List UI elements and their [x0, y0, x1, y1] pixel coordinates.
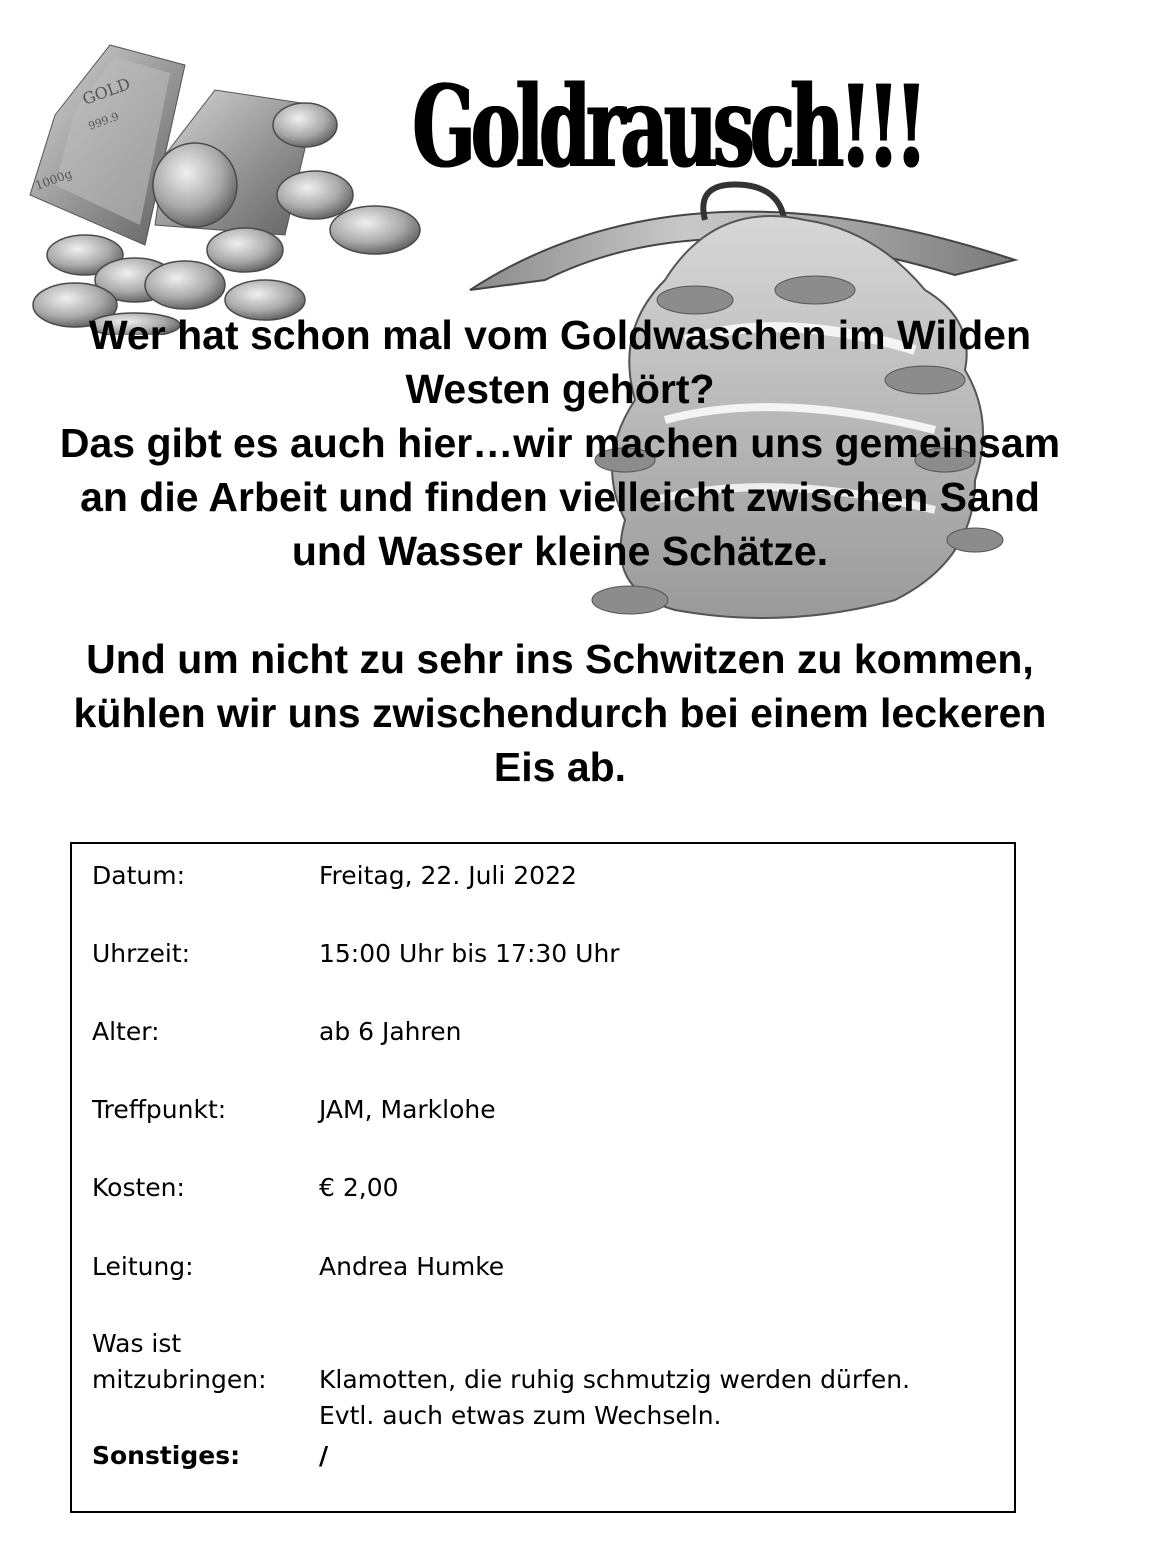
detail-label: Leitung:	[92, 1252, 194, 1281]
detail-value: 15:00 Uhr bis 17:30 Uhr	[319, 939, 620, 968]
detail-value: Freitag, 22. Juli 2022	[319, 861, 577, 890]
detail-value: JAM, Marklohe	[319, 1095, 496, 1124]
intro-paragraph-2	[40, 632, 1080, 794]
intro-line: Und um nicht zu sehr ins Schwitzen zu kommen,	[86, 636, 1034, 682]
svg-text:GOLD: GOLD	[79, 74, 133, 109]
intro-line: Das gibt es auch hier…wir machen uns gemeinsam	[59, 420, 1061, 466]
intro-line: an die Arbeit und finden vielleicht zwischen Sand	[80, 474, 1040, 520]
detail-value: /	[319, 1441, 329, 1470]
detail-value: € 2,00	[319, 1173, 399, 1202]
intro-paragraph-1	[40, 308, 1080, 578]
detail-label: Kosten:	[92, 1173, 185, 1202]
detail-label	[92, 1326, 302, 1398]
detail-label: Treffpunkt:	[92, 1095, 227, 1124]
intro-line: kühlen wir uns zwischendurch bei einem leckeren	[73, 690, 1047, 736]
detail-value-line: Klamotten, die ruhig schmutzig werden dürfen.	[319, 1365, 911, 1394]
detail-value	[319, 1362, 999, 1434]
detail-label: Sonstiges:	[92, 1441, 241, 1470]
detail-label-line: Was ist	[92, 1329, 182, 1358]
intro-line: Westen gehört?	[405, 366, 715, 412]
detail-value: Andrea Humke	[319, 1252, 505, 1281]
event-details-box	[70, 842, 1016, 1513]
page-title: Goldrausch!!!	[412, 62, 923, 193]
intro-line: und Wasser kleine Schätze.	[291, 528, 829, 574]
detail-label: Datum:	[92, 861, 185, 890]
detail-label: Alter:	[92, 1017, 160, 1046]
detail-label-line: mitzubringen:	[92, 1365, 267, 1394]
detail-value-line: Evtl. auch etwas zum Wechseln.	[319, 1401, 722, 1430]
intro-line: Wer hat schon mal vom Goldwaschen im Wilden	[88, 312, 1032, 358]
detail-label: Uhrzeit:	[92, 939, 191, 968]
intro-line: Eis ab.	[493, 744, 627, 790]
detail-value: ab 6 Jahren	[319, 1017, 462, 1046]
svg-text:999.9: 999.9	[86, 109, 121, 133]
svg-text:1000g: 1000g	[33, 166, 74, 193]
gold-bars-coins-image	[15, 35, 440, 335]
